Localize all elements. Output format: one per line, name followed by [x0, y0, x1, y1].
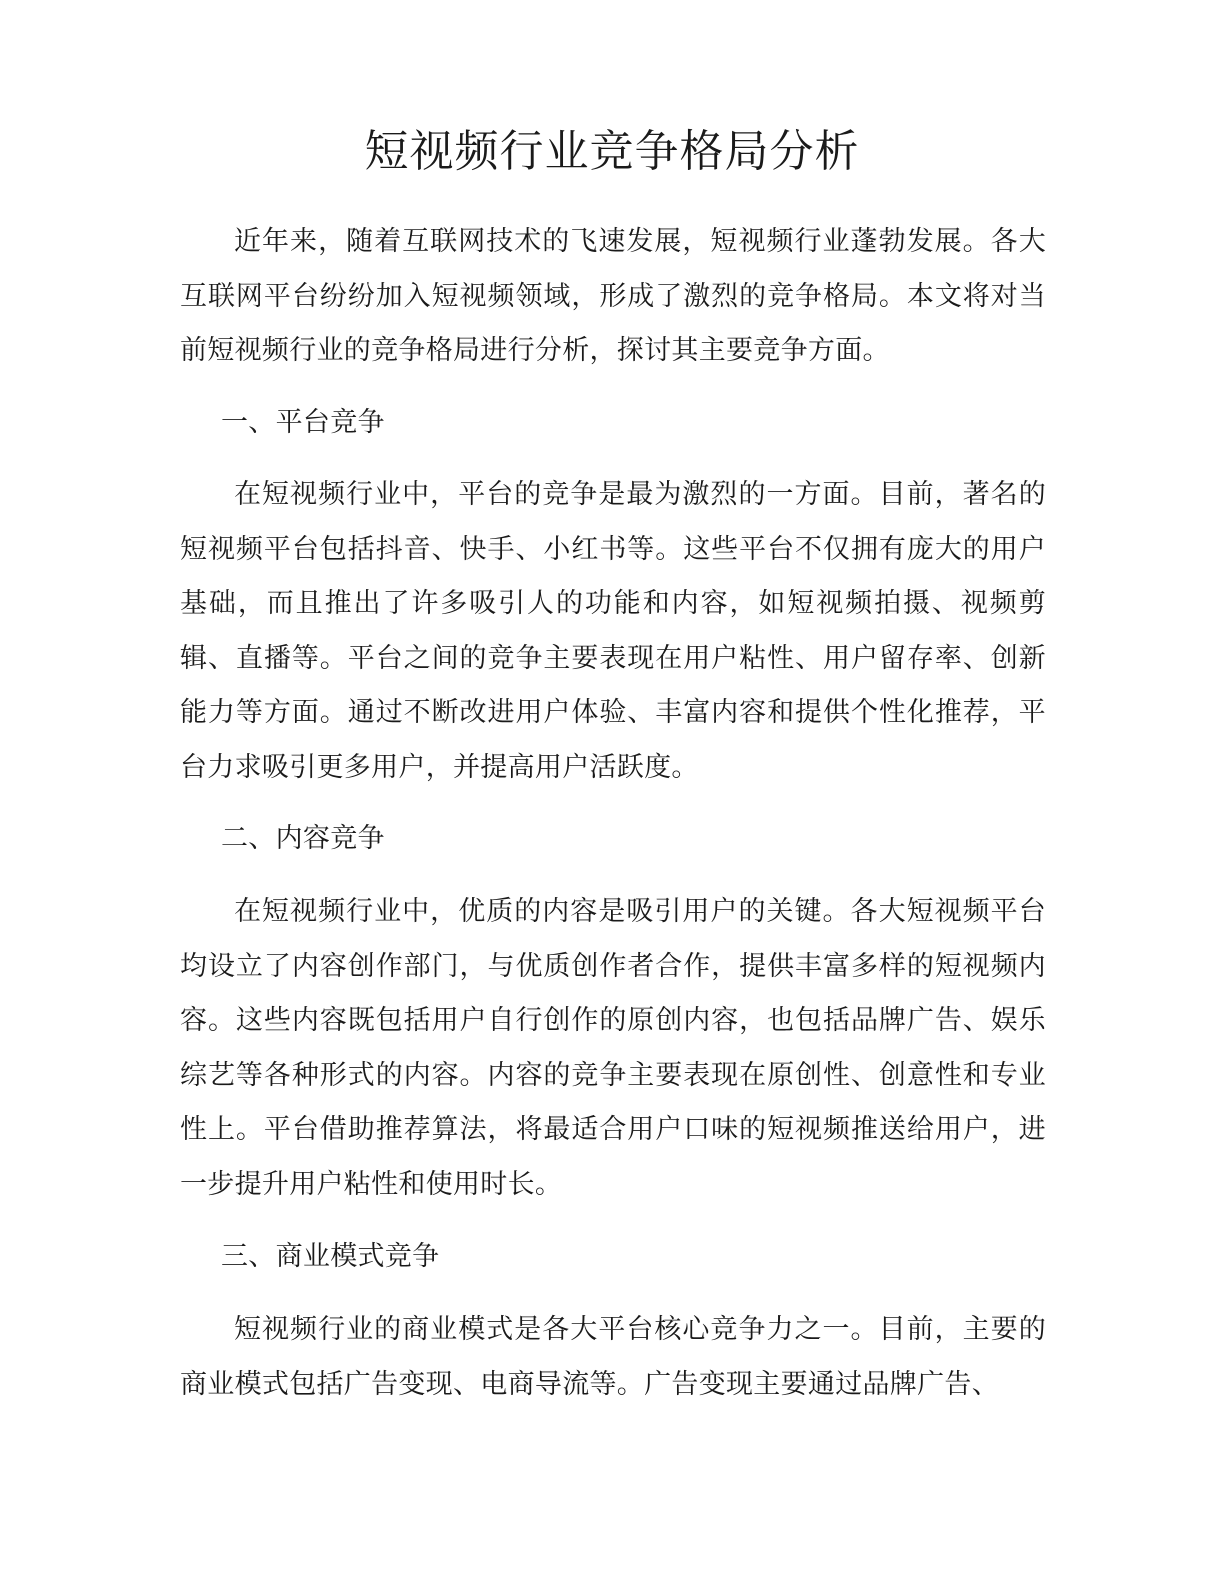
section-heading-business-model: 三、商业模式竞争: [221, 1241, 440, 1272]
section-paragraph-content: 在短视频行业中，优质的内容是吸引用户的关键。各大短视频平台均设立了内容创作部门，与优质创作者合作，提供丰富多样的短视频内容。这些内容既包括用户自行创作的原创内容，也包括品牌广告、娱乐综艺等各种形式的内容。内容的竞争主要表现在原创性、创意性和专业性上。平台借助推荐算法，将最适合用户口味的短视频推送给用户，进一步提升用户粘性和使用时长。: [180, 896, 1046, 1200]
intro-paragraph: 近年来，随着互联网技术的飞速发展，短视频行业蓬勃发展。各大互联网平台纷纷加入短视频领域，形成了激烈的竞争格局。本文将对当前短视频行业的竞争格局进行分析，探讨其主要竞争方面。: [180, 226, 1046, 366]
document-title: 短视频行业竞争格局分析: [364, 126, 860, 177]
section-heading-content: 二、内容竞争: [221, 823, 385, 854]
section-paragraph-business-model: 短视频行业的商业模式是各大平台核心竞争力之一。目前，主要的商业模式包括广告变现、电商导流等。广告变现主要通过品牌广告、: [180, 1314, 1046, 1400]
section-heading-platform: 一、平台竞争: [221, 407, 385, 438]
section-paragraph-platform: 在短视频行业中，平台的竞争是最为激烈的一方面。目前，著名的短视频平台包括抖音、快手、小红书等。这些平台不仅拥有庞大的用户基础，而且推出了许多吸引人的功能和内容，如短视频拍摄、视频剪辑、直播等。平台之间的竞争主要表现在用户粘性、用户留存率、创新能力等方面。通过不断改进用户体验、丰富内容和提供个性化推荐，平台力求吸引更多用户，并提高用户活跃度。: [180, 479, 1046, 783]
